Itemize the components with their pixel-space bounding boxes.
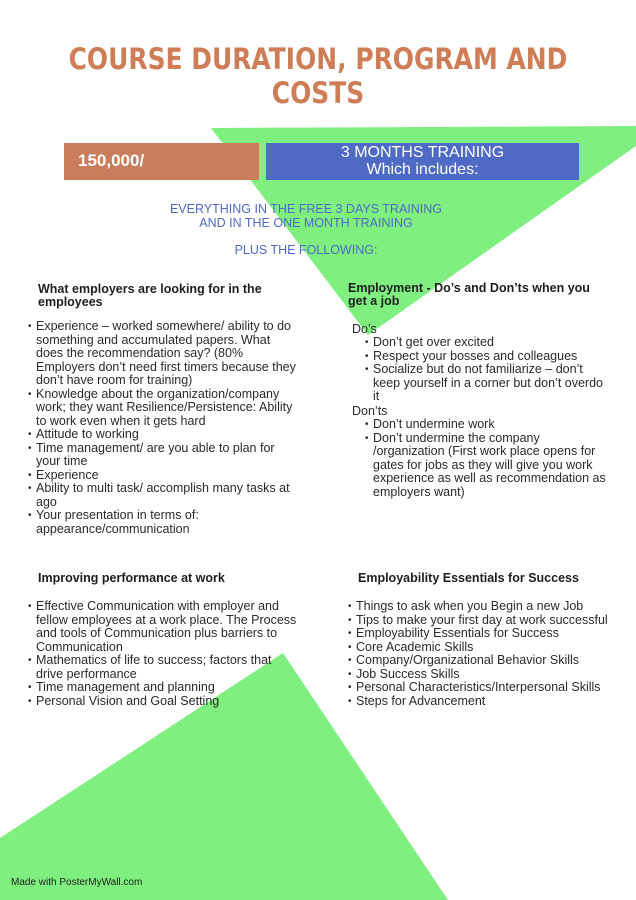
performance-section-title: Improving performance at work xyxy=(38,571,225,585)
training-includes: Which includes: xyxy=(366,161,479,178)
employability-list xyxy=(348,600,610,708)
employers-section-title: What employers are looking for in the employees xyxy=(38,282,262,309)
dos-list xyxy=(365,336,610,404)
intro-line-1: EVERYTHING IN THE FREE 3 DAYS TRAINING xyxy=(169,202,443,216)
list-item: • Don’t get over excited xyxy=(365,336,610,350)
list-item: • Socialize but do not familiarize – don’t keep yourself in a corner but don’t overdo it xyxy=(365,363,610,404)
list-item: • Experience xyxy=(28,469,298,483)
list-item: • Time management/ are you able to plan for your time xyxy=(28,442,298,469)
training-duration: 3 MONTHS TRAINING xyxy=(340,144,505,161)
performance-list xyxy=(28,600,298,708)
price-banner xyxy=(64,143,259,180)
price-text: 150,000/ xyxy=(78,151,145,170)
list-item: • Core Academic Skills xyxy=(348,641,610,655)
list-item: • Don’t undermine the company /organization (First work place opens for gates for jobs as they will give you work experience as well as recommendation as employers want) xyxy=(365,432,610,500)
list-item: • Experience – worked somewhere/ ability to do something and accumulated papers. What does the recommendation say? (80% Employers don’t need first timers because they don’t have room for training) xyxy=(28,320,298,388)
intro-line-3: PLUS THE FOLLOWING: xyxy=(234,243,378,257)
list-item: • Respect your bosses and colleagues xyxy=(365,350,610,364)
list-item: • Job Success Skills xyxy=(348,668,610,682)
intro-line-2: AND IN THE ONE MONTH TRAINING xyxy=(199,216,413,230)
training-banner xyxy=(266,143,579,180)
list-item: • Personal Vision and Goal Setting xyxy=(28,695,298,709)
list-item: • Personal Characteristics/Interpersonal Skills xyxy=(348,681,610,695)
donts-list xyxy=(365,418,610,499)
list-item: • Tips to make your first day at work successful xyxy=(348,614,610,628)
employers-list xyxy=(28,320,298,536)
page-title: COURSE DURATION, PROGRAM AND COSTS xyxy=(68,42,568,110)
list-item: • Don’t undermine work xyxy=(365,418,610,432)
list-item: • Ability to multi task/ accomplish many tasks at ago xyxy=(28,482,298,509)
list-item: • Steps for Advancement xyxy=(348,695,610,709)
list-item: • Effective Communication with employer and fellow employees at a work place. The Process and tools of Communication plus barriers to Communication xyxy=(28,600,298,654)
list-item: • Employability Essentials for Success xyxy=(348,627,610,641)
list-item: • Mathematics of life to success; factors that drive performance xyxy=(28,654,298,681)
list-item: • Knowledge about the organization/company work; they want Resilience/Persistence: Ability to work even when it gets hard xyxy=(28,388,298,429)
list-item: • Attitude to working xyxy=(28,428,298,442)
donts-label: Don’ts xyxy=(352,404,388,418)
dos-label: Do’s xyxy=(352,322,377,336)
employability-section-title: Employability Essentials for Success xyxy=(358,571,579,585)
list-item: • Your presentation in terms of: appearance/communication xyxy=(28,509,298,536)
list-item: • Things to ask when you Begin a new Job xyxy=(348,600,610,614)
employment-section-title: Employment - Do’s and Don’ts when you get a job xyxy=(348,281,590,308)
list-item: • Time management and planning xyxy=(28,681,298,695)
footer-credit: Made with PosterMyWall.com xyxy=(11,877,143,888)
list-item: • Company/Organizational Behavior Skills xyxy=(348,654,610,668)
